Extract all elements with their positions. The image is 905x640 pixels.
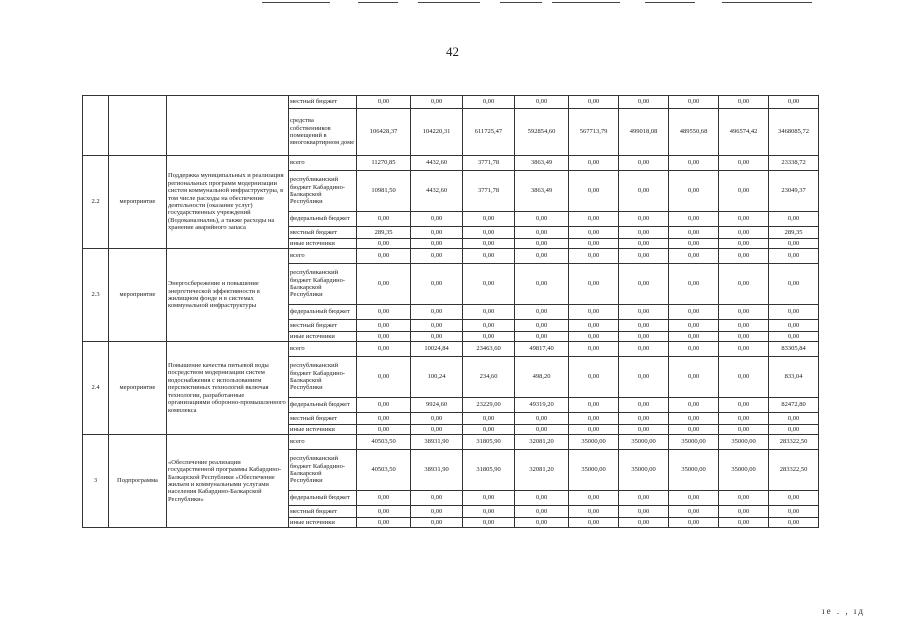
value-cell: 0,00 — [719, 491, 769, 506]
value-cell: 0,00 — [769, 332, 819, 342]
value-cell: 0,00 — [719, 413, 769, 425]
value-cell: 0,00 — [357, 332, 411, 342]
value-cell: 23049,37 — [769, 171, 819, 212]
value-cell: 0,00 — [619, 239, 669, 249]
item-type: мероприятие — [109, 156, 167, 249]
value-cell: 0,00 — [719, 171, 769, 212]
value-cell: 0,00 — [769, 212, 819, 227]
value-cell: 0,00 — [619, 518, 669, 528]
value-cell: 0,00 — [515, 518, 569, 528]
source-cell: всего — [289, 156, 357, 171]
value-cell: 0,00 — [411, 518, 463, 528]
value-cell: 0,00 — [569, 320, 619, 332]
value-cell: 0,00 — [719, 332, 769, 342]
value-cell: 0,00 — [669, 332, 719, 342]
value-cell: 0,00 — [357, 506, 411, 518]
header-rule — [645, 2, 695, 3]
value-cell: 0,00 — [515, 249, 569, 264]
value-cell: 0,00 — [357, 320, 411, 332]
value-cell: 0,00 — [669, 320, 719, 332]
value-cell: 0,00 — [769, 305, 819, 320]
value-cell: 0,00 — [719, 227, 769, 239]
value-cell: 0,00 — [769, 491, 819, 506]
value-cell: 10024,84 — [411, 342, 463, 357]
value-cell: 0,00 — [669, 518, 719, 528]
value-cell: 0,00 — [719, 425, 769, 435]
value-cell: 0,00 — [411, 506, 463, 518]
value-cell: 0,00 — [357, 96, 411, 109]
value-cell: 283322,50 — [769, 435, 819, 450]
value-cell: 82472,80 — [769, 398, 819, 413]
value-cell: 0,00 — [357, 425, 411, 435]
value-cell: 35000,00 — [719, 450, 769, 491]
value-cell: 0,00 — [357, 212, 411, 227]
value-cell: 0,00 — [411, 413, 463, 425]
value-cell: 0,00 — [619, 212, 669, 227]
value-cell: 234,60 — [463, 357, 515, 398]
item-type: Подпрограмма — [109, 435, 167, 528]
value-cell: 496574,42 — [719, 109, 769, 156]
value-cell: 0,00 — [769, 239, 819, 249]
value-cell: 0,00 — [619, 491, 669, 506]
value-cell: 0,00 — [411, 425, 463, 435]
value-cell: 0,00 — [463, 320, 515, 332]
value-cell: 0,00 — [515, 239, 569, 249]
header-rule — [262, 2, 330, 3]
table-row — [83, 249, 819, 264]
value-cell: 289,35 — [769, 227, 819, 239]
value-cell: 11270,85 — [357, 156, 411, 171]
source-cell: всего — [289, 342, 357, 357]
item-number: 2.4 — [83, 342, 109, 435]
value-cell: 3771,78 — [463, 156, 515, 171]
value-cell: 35000,00 — [669, 435, 719, 450]
value-cell: 0,00 — [411, 227, 463, 239]
value-cell: 9924,60 — [411, 398, 463, 413]
value-cell: 489550,68 — [669, 109, 719, 156]
type-cell-empty — [109, 96, 167, 156]
value-cell: 0,00 — [515, 227, 569, 239]
value-cell: 0,00 — [619, 171, 669, 212]
source-cell: местный бюджет — [289, 413, 357, 425]
item-name: Энергосбережение и повышение энергетической эффективности в жилищном фонде и в системах коммунальной инфраструктуры — [167, 249, 289, 342]
value-cell: 0,00 — [357, 398, 411, 413]
source-cell: республиканский бюджет Кабардино-Балкарской Республики — [289, 264, 357, 305]
value-cell: 0,00 — [669, 239, 719, 249]
value-cell: 0,00 — [569, 156, 619, 171]
value-cell: 32081,20 — [515, 450, 569, 491]
value-cell: 0,00 — [619, 264, 669, 305]
value-cell: 0,00 — [411, 249, 463, 264]
value-cell: 35000,00 — [569, 450, 619, 491]
value-cell: 0,00 — [463, 491, 515, 506]
item-name: Поддержка муниципальных и реализация региональных программ модернизации систем коммунальной инфраструктуры, в том числе расходы на обеспечение деятельности (оказание услуг) государственных учреждений (Водоканалналнь), а также расходы на хранение аварийного запаса — [167, 156, 289, 249]
source-cell: республиканский бюджет Кабардино-Балкарской Республики — [289, 450, 357, 491]
value-cell: 0,00 — [669, 506, 719, 518]
value-cell: 0,00 — [569, 249, 619, 264]
value-cell: 0,00 — [619, 305, 669, 320]
value-cell: 0,00 — [619, 227, 669, 239]
source-cell: республиканский бюджет Кабардино-Балкарской Республики — [289, 171, 357, 212]
item-number: 2.2 — [83, 156, 109, 249]
value-cell: 4432,60 — [411, 171, 463, 212]
item-name: Повышение качества питьевой воды посредством модернизации систем водоснабжения с использованием перспективных технологий включая технологии, разработанные организациями оборонно-промышленного комплекса — [167, 342, 289, 435]
source-cell: республиканский бюджет Кабардино-Балкарской Республики — [289, 357, 357, 398]
value-cell: 0,00 — [569, 212, 619, 227]
value-cell: 0,00 — [463, 518, 515, 528]
value-cell: 0,00 — [463, 96, 515, 109]
value-cell: 0,00 — [619, 249, 669, 264]
value-cell: 499018,08 — [619, 109, 669, 156]
value-cell: 0,00 — [669, 425, 719, 435]
value-cell: 0,00 — [357, 305, 411, 320]
value-cell: 0,00 — [411, 239, 463, 249]
value-cell: 0,00 — [515, 320, 569, 332]
value-cell: 0,00 — [669, 171, 719, 212]
value-cell: 0,00 — [719, 239, 769, 249]
value-cell: 0,00 — [569, 413, 619, 425]
value-cell: 0,00 — [669, 413, 719, 425]
source-cell: местный бюджет — [289, 96, 357, 109]
value-cell: 0,00 — [569, 305, 619, 320]
value-cell: 0,00 — [669, 305, 719, 320]
value-cell: 0,00 — [463, 413, 515, 425]
item-number: 2.3 — [83, 249, 109, 342]
value-cell: 0,00 — [463, 227, 515, 239]
value-cell: 0,00 — [411, 264, 463, 305]
value-cell: 0,00 — [569, 506, 619, 518]
value-cell: 0,00 — [669, 398, 719, 413]
value-cell: 0,00 — [769, 96, 819, 109]
value-cell: 0,00 — [515, 96, 569, 109]
value-cell: 49817,40 — [515, 342, 569, 357]
value-cell: 38931,90 — [411, 450, 463, 491]
value-cell: 0,00 — [411, 320, 463, 332]
value-cell: 0,00 — [719, 357, 769, 398]
value-cell: 592854,60 — [515, 109, 569, 156]
value-cell: 3771,78 — [463, 171, 515, 212]
item-type: мероприятие — [109, 342, 167, 435]
idx-cell-empty — [83, 96, 109, 156]
value-cell: 0,00 — [669, 342, 719, 357]
value-cell: 10981,50 — [357, 171, 411, 212]
value-cell: 0,00 — [569, 357, 619, 398]
value-cell: 0,00 — [719, 249, 769, 264]
value-cell: 0,00 — [719, 212, 769, 227]
value-cell: 0,00 — [719, 96, 769, 109]
value-cell: 0,00 — [515, 305, 569, 320]
value-cell: 0,00 — [569, 227, 619, 239]
value-cell: 0,00 — [669, 212, 719, 227]
source-cell: федеральный бюджет — [289, 491, 357, 506]
value-cell: 0,00 — [515, 264, 569, 305]
header-rule — [358, 2, 398, 3]
value-cell: 498,20 — [515, 357, 569, 398]
value-cell: 0,00 — [569, 96, 619, 109]
value-cell: 40503,50 — [357, 450, 411, 491]
value-cell: 0,00 — [357, 249, 411, 264]
value-cell: 0,00 — [669, 227, 719, 239]
value-cell: 0,00 — [411, 332, 463, 342]
value-cell: 0,00 — [619, 425, 669, 435]
source-cell: всего — [289, 249, 357, 264]
page-marks: ıе . , ıд — [822, 606, 865, 616]
value-cell: 0,00 — [619, 506, 669, 518]
value-cell: 0,00 — [719, 156, 769, 171]
value-cell: 0,00 — [669, 249, 719, 264]
value-cell: 0,00 — [619, 342, 669, 357]
value-cell: 0,00 — [463, 264, 515, 305]
value-cell: 0,00 — [463, 305, 515, 320]
item-name: «Обеспечение реализации государственной программы Кабардино-Балкарской Республики «Обеспечение жильем и коммунальными услугами населения Кабардино-Балкарской Республики» — [167, 435, 289, 528]
value-cell: 0,00 — [619, 96, 669, 109]
value-cell: 23463,60 — [463, 342, 515, 357]
value-cell: 0,00 — [719, 264, 769, 305]
value-cell: 0,00 — [569, 264, 619, 305]
value-cell: 0,00 — [357, 518, 411, 528]
header-rule — [500, 2, 542, 3]
value-cell: 0,00 — [515, 332, 569, 342]
value-cell: 35000,00 — [569, 435, 619, 450]
source-cell: всего — [289, 435, 357, 450]
value-cell: 0,00 — [357, 239, 411, 249]
value-cell: 0,00 — [515, 413, 569, 425]
value-cell: 0,00 — [515, 425, 569, 435]
value-cell: 0,00 — [411, 305, 463, 320]
source-cell: федеральный бюджет — [289, 305, 357, 320]
value-cell: 0,00 — [719, 320, 769, 332]
value-cell: 0,00 — [569, 342, 619, 357]
source-cell: иные источники — [289, 518, 357, 528]
value-cell: 83305,84 — [769, 342, 819, 357]
source-cell: иные источники — [289, 332, 357, 342]
value-cell: 23338,72 — [769, 156, 819, 171]
value-cell: 0,00 — [769, 413, 819, 425]
value-cell: 0,00 — [463, 332, 515, 342]
value-cell: 40503,50 — [357, 435, 411, 450]
value-cell: 4432,60 — [411, 156, 463, 171]
table-row — [83, 435, 819, 450]
source-cell: местный бюджет — [289, 227, 357, 239]
value-cell: 0,00 — [357, 413, 411, 425]
table-row — [83, 156, 819, 171]
value-cell: 0,00 — [463, 212, 515, 227]
value-cell: 0,00 — [569, 171, 619, 212]
value-cell: 35000,00 — [719, 435, 769, 450]
value-cell: 35000,00 — [619, 450, 669, 491]
value-cell: 0,00 — [357, 264, 411, 305]
value-cell: 0,00 — [569, 332, 619, 342]
name-cell-empty — [167, 96, 289, 156]
value-cell: 289,35 — [357, 227, 411, 239]
value-cell: 3863,49 — [515, 171, 569, 212]
source-cell: местный бюджет — [289, 506, 357, 518]
value-cell: 31805,90 — [463, 450, 515, 491]
value-cell: 0,00 — [769, 264, 819, 305]
value-cell: 0,00 — [463, 249, 515, 264]
value-cell: 0,00 — [569, 398, 619, 413]
value-cell: 0,00 — [463, 425, 515, 435]
value-cell: 0,00 — [669, 96, 719, 109]
source-cell: иные источники — [289, 425, 357, 435]
value-cell: 0,00 — [619, 357, 669, 398]
value-cell: 0,00 — [515, 506, 569, 518]
table-row — [83, 342, 819, 357]
value-cell: 0,00 — [357, 357, 411, 398]
value-cell: 0,00 — [769, 320, 819, 332]
budget-table — [82, 95, 819, 528]
value-cell: 0,00 — [669, 156, 719, 171]
value-cell: 0,00 — [669, 264, 719, 305]
value-cell: 0,00 — [669, 491, 719, 506]
value-cell: 0,00 — [569, 491, 619, 506]
value-cell: 0,00 — [569, 425, 619, 435]
value-cell: 0,00 — [411, 212, 463, 227]
page-number: 42 — [446, 44, 459, 59]
value-cell: 0,00 — [619, 398, 669, 413]
value-cell: 0,00 — [769, 249, 819, 264]
value-cell: 31805,90 — [463, 435, 515, 450]
value-cell: 100,24 — [411, 357, 463, 398]
value-cell: 0,00 — [719, 342, 769, 357]
value-cell: 32081,20 — [515, 435, 569, 450]
value-cell: 38931,90 — [411, 435, 463, 450]
value-cell: 0,00 — [357, 491, 411, 506]
value-cell: 833,04 — [769, 357, 819, 398]
value-cell: 0,00 — [463, 506, 515, 518]
source-cell: средства собственников помещений в многоквартирном доме — [289, 109, 357, 156]
value-cell: 0,00 — [719, 518, 769, 528]
value-cell: 0,00 — [569, 239, 619, 249]
table-row — [83, 96, 819, 109]
value-cell: 0,00 — [619, 413, 669, 425]
value-cell: 283322,50 — [769, 450, 819, 491]
value-cell: 35000,00 — [669, 450, 719, 491]
item-type: мероприятие — [109, 249, 167, 342]
value-cell: 0,00 — [719, 305, 769, 320]
header-rule — [552, 2, 620, 3]
item-number: 3 — [83, 435, 109, 528]
header-rule — [722, 2, 812, 3]
value-cell: 0,00 — [515, 491, 569, 506]
value-cell: 0,00 — [357, 342, 411, 357]
header-rule — [418, 2, 480, 3]
source-cell: федеральный бюджет — [289, 398, 357, 413]
value-cell: 0,00 — [411, 96, 463, 109]
value-cell: 611725,47 — [463, 109, 515, 156]
source-cell: местный бюджет — [289, 320, 357, 332]
source-cell: федеральный бюджет — [289, 212, 357, 227]
value-cell: 0,00 — [719, 398, 769, 413]
value-cell: 0,00 — [769, 518, 819, 528]
value-cell: 0,00 — [769, 425, 819, 435]
source-cell: иные источники — [289, 239, 357, 249]
value-cell: 35000,00 — [619, 435, 669, 450]
value-cell: 49319,20 — [515, 398, 569, 413]
value-cell: 0,00 — [619, 320, 669, 332]
value-cell: 0,00 — [719, 506, 769, 518]
value-cell: 3468085,72 — [769, 109, 819, 156]
value-cell: 3863,49 — [515, 156, 569, 171]
value-cell: 567713,79 — [569, 109, 619, 156]
value-cell: 104220,31 — [411, 109, 463, 156]
value-cell: 106428,37 — [357, 109, 411, 156]
value-cell: 0,00 — [411, 491, 463, 506]
value-cell: 23229,00 — [463, 398, 515, 413]
value-cell: 0,00 — [769, 506, 819, 518]
value-cell: 0,00 — [463, 239, 515, 249]
value-cell: 0,00 — [515, 212, 569, 227]
value-cell: 0,00 — [569, 518, 619, 528]
value-cell: 0,00 — [619, 156, 669, 171]
value-cell: 0,00 — [669, 357, 719, 398]
value-cell: 0,00 — [619, 332, 669, 342]
